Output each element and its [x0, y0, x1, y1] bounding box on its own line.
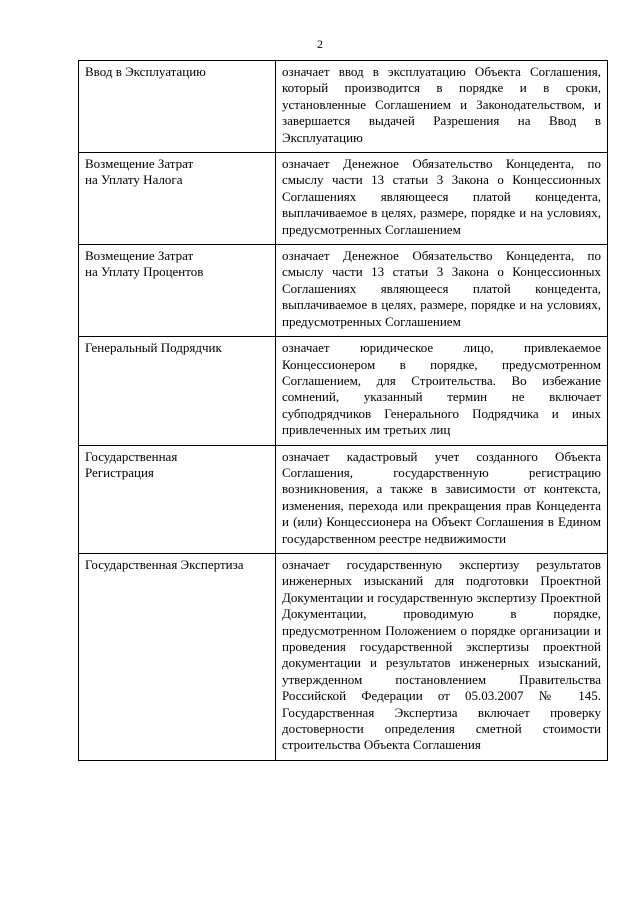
term-cell: Возмещение Затрат на Уплату Процентов	[79, 245, 276, 337]
term-cell: Государственная Регистрация	[79, 445, 276, 553]
term-cell: Генеральный Подрядчик	[79, 337, 276, 445]
definitions-table	[78, 60, 608, 761]
table-row	[79, 61, 608, 153]
table-row	[79, 445, 608, 553]
definition-cell: означает Денежное Обязательство Концедента, по смыслу части 13 статьи 3 Закона о Концессионных Соглашениях являющееся платой концедента, выплачиваемое в целях, размере, порядке и на условиях, предусмотренных Соглашением	[276, 153, 608, 245]
table-row	[79, 553, 608, 760]
table-row	[79, 337, 608, 445]
term-cell: Возмещение Затрат на Уплату Налога	[79, 153, 276, 245]
definition-cell: означает кадастровый учет созданного Объекта Соглашения, государственную регистрацию возникновения, а также в зависимости от контекста, изменения, перехода или прекращения прав Концедента и (или) Концессионера на Объект Соглашения в Едином государственном реестре недвижимости	[276, 445, 608, 553]
term-cell: Ввод в Эксплуатацию	[79, 61, 276, 153]
definition-cell: означает ввод в эксплуатацию Объекта Соглашения, который производится в порядке и в сроки, установленные Соглашением и Законодательством, и завершается выдачей Разрешения на Ввод в Эксплуатацию	[276, 61, 608, 153]
definition-cell: означает юридическое лицо, привлекаемое Концессионером в порядке, предусмотренном Соглашением, для Строительства. Во избежание сомнений, указанный термин не включает субподрядчиков Генерального Подрядчика и иных привлеченных им третьих лиц	[276, 337, 608, 445]
page-number: 2	[317, 37, 323, 51]
term-cell: Государственная Экспертиза	[79, 553, 276, 760]
table-row	[79, 153, 608, 245]
table-row	[79, 245, 608, 337]
definition-cell: означает Денежное Обязательство Концедента, по смыслу части 13 статьи 3 Закона о Концессионных Соглашениях являющееся платой концедента, выплачиваемое в целях, размере, порядке и на условиях, предусмотренных Соглашением	[276, 245, 608, 337]
definition-cell: означает государственную экспертизу результатов инженерных изысканий для подготовки Проектной Документации и государственную экспертизу Проектной Документации, проводимую в порядке, предусмотренном Положением о порядке организации и проведения государственной экспертизы проектной документации и результатов инженерных изысканий, утвержденном постановлением Правительства Российской Федерации от 05.03.2007 № 145. Государственная Экспертиза включает проверку достоверности определения сметной стоимости строительства Объекта Соглашения	[276, 553, 608, 760]
